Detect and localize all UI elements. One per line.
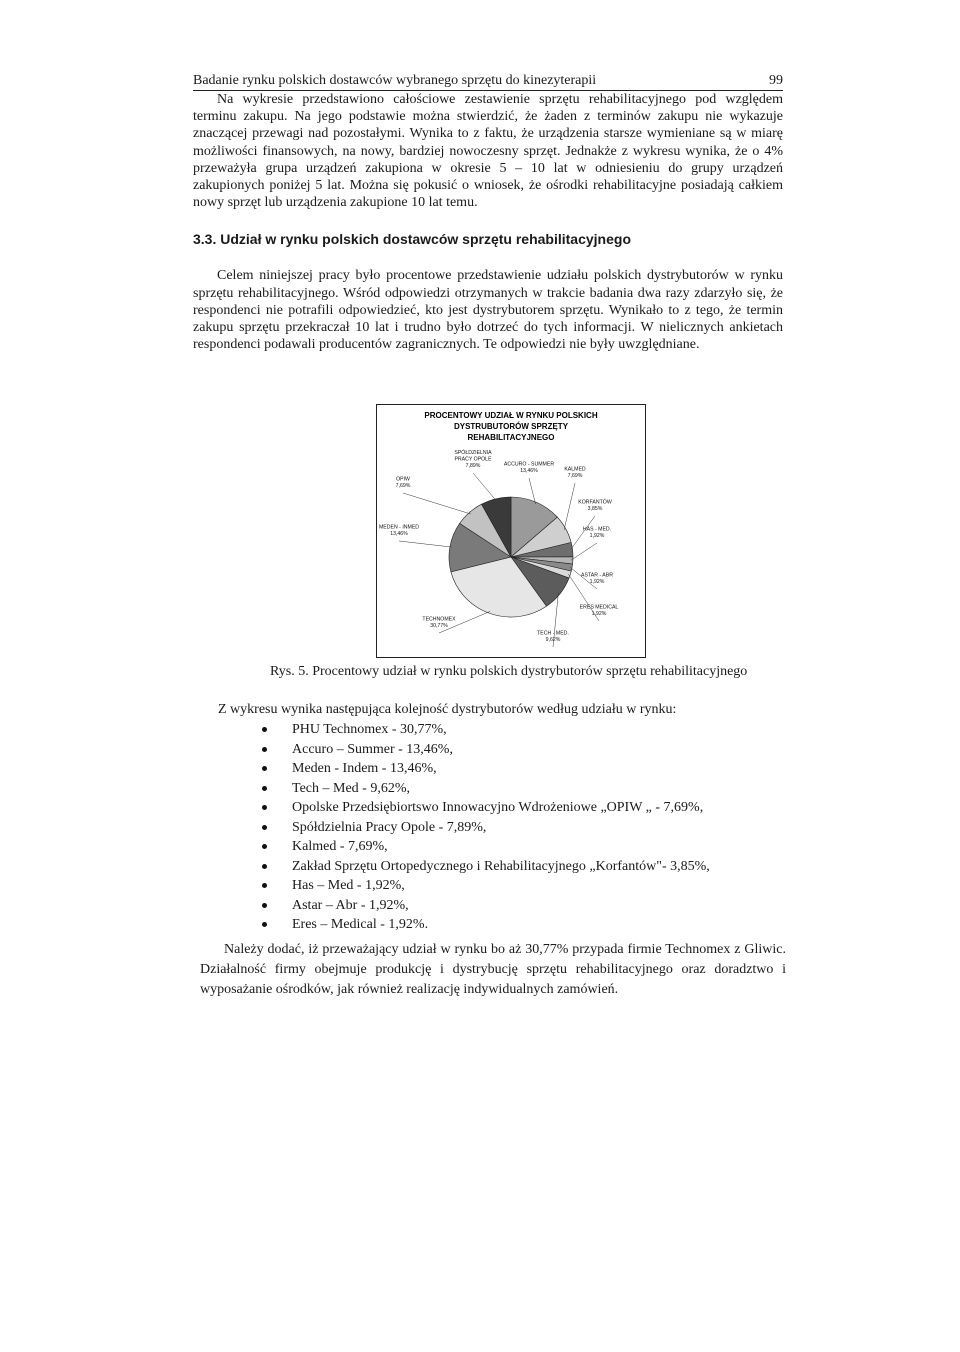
slice-label: ERES MEDICAL [579,604,619,611]
leader-line [399,541,452,547]
leader-line [403,493,471,514]
page-body [193,72,783,353]
slice-label: HAS - MED. [582,526,612,533]
slice-value-label: 7,69% [395,483,411,489]
pie-chart-figure [376,404,646,658]
list-item: PHU Technomex - 30,77%, [258,720,710,740]
slice-label: KALMED [564,466,586,473]
header-title: Badanie rynku polskich dostawców wybranego sprzętu do kinezyterapii [193,73,597,88]
slice-label: ACCURO - SUMMER [503,461,555,468]
list-item: Accuro – Summer - 13,46%, [258,740,710,760]
distributor-list [258,720,710,935]
slice-label: SPÓŁDZIELNIA [454,450,492,456]
closing-section [200,940,786,1000]
slice-value-label: 13,46% [520,468,538,474]
intro-paragraph: Na wykresie przedstawiono całościowe zestawienie sprzętu rehabilitacyjnego pod względem terminu zakupu. Na jego podstawie można stwierdzić, że żaden z terminów zakupu nie wykazuje znaczącej przewagi nad pozostałymi. Wynika to z faktu, że urządzenia starsze wymieniane są w miarę możliwości finansowych, na nowy, bardziej nowoczesny sprzęt. Jednakże z wykresu wynika, że o 4% przeważyła grupa urządzeń zakupiona w okresie 5 – 10 lat w odniesieniu do grupy urządzeń zakupionych poniżej 5 lat. Można się pokusić o wniosek, że ośrodki rehabilitacyjne posiadają całkiem nowy sprzęt lub urządzenia zakupione 10 lat temu. [193,92,783,211]
list-item: Zakład Sprzętu Ortopedycznego i Rehabilitacyjnego „Korfantów"- 3,85%, [258,857,710,877]
bullet-icon [262,903,267,908]
chart-title-line-3: REHABILITACYJNEGO [467,433,555,442]
pie-chart [377,405,645,657]
list-intro: Z wykresu wynika następująca kolejność dystrybutorów według udziału w rynku: [218,702,677,717]
closing-paragraph: Należy dodać, iż przeważający udział w rynku bo aż 30,77% przypada firmie Technomex z Gliwic. Działalność firmy obejmuje produkcję i dystrybucję sprzętu rehabilitacyjnego oraz doradztwo i wyposażanie ośrodków, jak również realizację indywidualnych zamówień. [200,942,786,997]
page-number: 99 [769,73,783,88]
slice-value-label: 1,92% [589,533,605,539]
section-heading: 3.3. Udział w rynku polskich dostawców sprzętu rehabilitacyjnego [193,231,631,248]
slice-label: PRACY OPOLE [454,456,492,463]
bullet-icon [262,825,267,830]
list-item: Astar – Abr - 1,92%, [258,896,710,916]
slice-label: MEDEN - INMED [378,524,420,531]
bullet-icon [262,786,267,791]
bullet-icon [262,883,267,888]
leader-line [571,543,597,560]
bullet-icon [262,766,267,771]
list-item: Spółdzielnia Pracy Opole - 7,89%, [258,818,710,838]
bullet-icon [262,844,267,849]
slice-value-label: 7,69% [567,473,583,479]
chart-title-line-1: PROCENTOWY UDZIAŁ W RYNKU POLSKICH [424,411,598,420]
leader-line [564,483,575,530]
bullet-icon [262,805,267,810]
list-item: Tech – Med - 9,62%, [258,779,710,799]
leader-line [473,473,496,501]
slice-value-label: 30,77% [430,623,448,629]
slice-value-label: 1,92% [589,579,605,585]
list-item: Has – Med - 1,92%, [258,876,710,896]
slice-label: TECHNOMEX [422,616,456,623]
figure-caption: Rys. 5. Procentowy udział w rynku polskich dystrybutorów sprzętu rehabilitacyjnego [270,664,748,679]
bullet-icon [262,922,267,927]
list-item: Meden - Indem - 13,46%, [258,759,710,779]
slice-value-label: 7,89% [465,463,481,469]
section-paragraph: Celem niniejszej pracy było procentowe przedstawienie udziału polskich dystrybutorów w rynku sprzętu rehabilitacyjnego. Wśród odpowiedzi otrzymanych w trakcie badania dwa razy zdarzyło się, że respondenci nie potrafili odpowiedzieć, kto jest dystrybutorem sprzętu. Wynikało to z tego, że termin zakupu sprzętu przekraczał 10 lat i trudno było dotrzeć do tych informacji. W nielicznych ankietach respondenci podawali producentów zagranicznych. Te odpowiedzi nie były uwzględniane. [193,268,783,353]
bullet-icon [262,727,267,732]
slice-value-label: 3,85% [587,506,603,512]
slice-label: ASTAR - ABR [581,572,613,579]
list-item: Opolske Przedsiębiortswo Innowacyjno Wdrożeniowe „OPIW „ - 7,69%, [258,798,710,818]
list-item: Kalmed - 7,69%, [258,837,710,857]
slice-value-label: 9,62% [545,637,561,643]
chart-title-line-2: DYSTRUBUTORÓW SPRZĘTY [453,422,569,431]
slice-value-label: 1,92% [591,611,607,617]
list-item: Eres – Medical - 1,92%. [258,915,710,935]
slice-label: OPIW [396,476,410,483]
slice-value-label: 13,46% [390,531,408,537]
slice-label: KORFANTÓW [578,499,612,506]
bullet-icon [262,747,267,752]
bullet-icon [262,864,267,869]
slice-label: TECH - MED. [537,630,569,637]
running-header [193,72,783,91]
